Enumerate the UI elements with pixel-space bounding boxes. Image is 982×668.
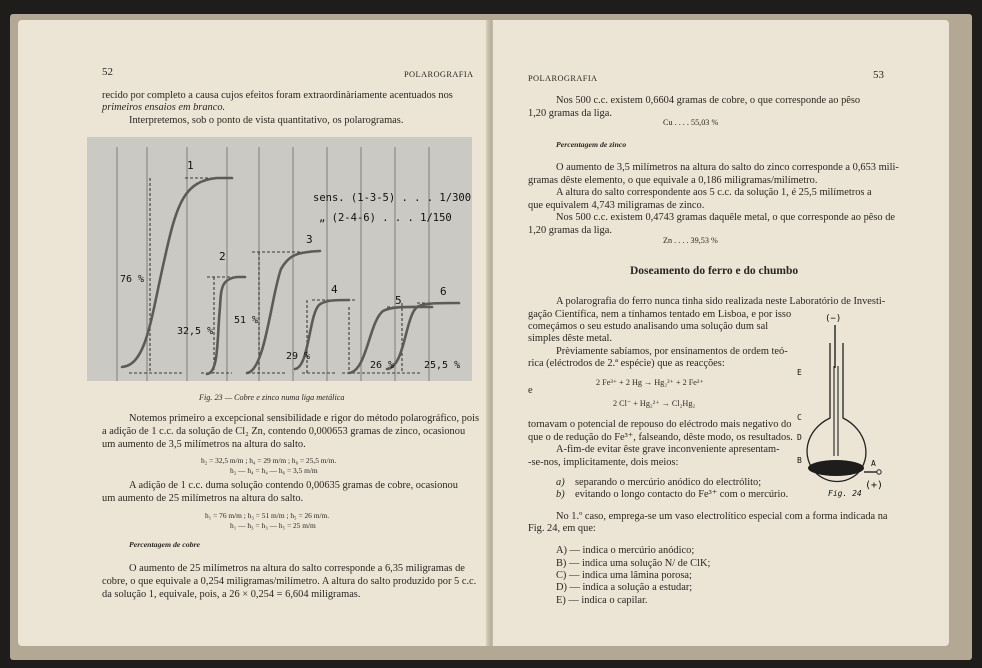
sens-line: sens. (1-3-5) . . . 1/300 (313, 192, 472, 204)
paragraph-line: gramas dêste elemento, o que equivale a 0,186 miligramas/milímetro. (528, 175, 818, 186)
paragraph-line: começámos o seu estudo analisando uma solução dum sal (528, 321, 769, 332)
paragraph-line: O aumento de 3,5 milímetros na altura do salto do zinco corresponde a 0,653 mili- (556, 162, 899, 173)
paragraph-line: 1,20 gramas da liga. (528, 108, 612, 119)
paragraph-line: Nos 500 c.c. existem 0,6604 gramas de cobre, o que corresponde ao pêso (556, 95, 861, 106)
letter-label: C (797, 413, 802, 422)
legend-line: E) — indica o capilar. (556, 595, 648, 606)
mean-text: separando o mercúrio anódico do electrólito; (575, 477, 762, 488)
equation: 2 Cl⁻ + Hg₂²⁺ → Cl₂Hg₂ (613, 399, 696, 408)
height-label: 51 % (234, 315, 259, 326)
height-label: 26 % (370, 360, 395, 371)
paragraph-line: que o de redução do Fe³⁺, falseando, dêste modo, os resultados. (528, 432, 793, 443)
electrolytic-vessel-figure (795, 308, 887, 498)
intro-line: Interpretemos, sob o ponto de vista quantitativo, os polarogramas. (129, 115, 404, 126)
curve-label: 4 (331, 283, 338, 296)
paragraph-line: um aumento de 25 milímetros na altura do salto. (102, 493, 304, 504)
right-page (493, 20, 949, 646)
height-label: 25,5 % (424, 360, 461, 371)
intro-line: primeiros ensaios em branco. (102, 102, 226, 113)
letter-label: D (797, 433, 802, 442)
page-number: 53 (873, 69, 884, 81)
paragraph-line: A adição de 1 c.c. duma solução contendo 0,00635 gramas de cobre, ocasionou (129, 480, 458, 491)
formula-line: h₁ = 76 m/m ; h₃ = 51 m/m ; h₅ = 26 m/m. (205, 511, 330, 520)
height-label: 76 % (120, 274, 145, 285)
formula-line: h₁ — h₃ = h₃ — h₅ = 25 m/m (230, 521, 316, 530)
polarogram-figure (87, 137, 472, 381)
paragraph-line: simples dêste metal. (528, 333, 612, 344)
formula-line: h₂ — h₄ = h₄ — h₆ = 3,5 m/m (230, 466, 318, 475)
height-label: 32,5 % (177, 326, 214, 337)
legend-line: D) — indica a solução a estudar; (556, 582, 693, 593)
formula-line: h₂ = 32,5 m/m ; h₄ = 29 m/m ; h₆ = 25,5 m/m. (201, 456, 337, 465)
polarogram-curves (122, 178, 459, 374)
paragraph-line: que equivalem 4,743 miligramas de zinco. (528, 200, 705, 211)
minus-terminal-label: (−) (825, 314, 842, 324)
paragraph-line: um aumento de 3,5 milímetros na altura do salto. (102, 439, 306, 450)
curve-label: 2 (219, 250, 226, 263)
paragraph-line: No 1.º caso, emprega-se um vaso electrolítico especial com a forma indicada na (556, 511, 888, 522)
zinc-result: Zn . . . . 39,53 % (663, 236, 718, 245)
curve-label: 6 (440, 285, 447, 298)
plus-terminal-label: (+) (865, 480, 884, 491)
legend-line: A) — indica o mercúrio anódico; (556, 545, 695, 556)
paragraph-line: A polarografia do ferro nunca tinha sido realizada neste Laboratório de Investi- (556, 296, 886, 307)
sens-line: „ (2-4-6) . . . 1/150 (319, 212, 452, 224)
paragraph-line: Prèviamente sabíamos, por ensinamentos de ordem teó- (556, 346, 788, 357)
subheading: Percentagem de cobre (129, 540, 201, 549)
paragraph-line: a adição de 1 c.c. da solução de Cl₂ Zn, contendo 0,000653 gramas de zinco, ocasionou (102, 426, 466, 437)
paragraph-line: O aumento de 25 milímetros na altura do salto corresponde a 6,35 miligramas de (129, 563, 465, 574)
paragraph-line: da solução 1, equivale, pois, a 26 × 0,254 = 6,604 miligramas. (102, 589, 361, 600)
equation-conjunction: e (528, 385, 533, 396)
paragraph-line: gação Científica, nem a tínhamos tentado em Lisboa, e por isso (528, 309, 792, 320)
paragraph-line: -se-nos, implicitamente, dois meios: (528, 457, 679, 468)
letter-label: B (797, 456, 802, 465)
curve-label: 3 (306, 233, 313, 246)
curve-label: 1 (187, 159, 194, 172)
paragraph-line: 1,20 gramas da liga. (528, 225, 612, 236)
letter-label: E (797, 368, 802, 377)
fig24-caption: Fig. 24 (828, 489, 862, 498)
curve-label: 5 (395, 294, 402, 307)
paragraph-line: A altura do salto correspondente aos 5 c.c. da solução 1, é 25,5 milímetros a (556, 187, 872, 198)
copper-result: Cu . . . . 55,03 % (663, 118, 719, 127)
running-head: POLAROGRAFIA (528, 74, 598, 83)
equation: 2 Fe³⁺ + 2 Hg → Hg₂²⁺ + 2 Fe²⁺ (596, 378, 704, 387)
mean-label: a) (556, 477, 565, 488)
figure-caption: Fig. 23 — Cobre e zinco numa liga metálica (199, 393, 345, 402)
left-page (18, 20, 488, 646)
paragraph-line: tornavam o potencial de repouso do eléctrodo mais negativo do (528, 419, 792, 430)
running-head: POLAROGRAFIA (404, 70, 474, 79)
curve-labels (187, 159, 447, 307)
intro-line: recido por completo a causa cujos efeitos foram extraordinàriamente acentuados nos (102, 90, 453, 101)
sensitivity-note (313, 192, 471, 224)
legend-line: C) — indica uma lâmina porosa; (556, 570, 692, 581)
paragraph-line: Nos 500 c.c. existem 0,4743 gramas daquêle metal, o que corresponde ao pêso de (556, 212, 896, 223)
paragraph-line: Fig. 24, em que: (528, 523, 596, 534)
legend-line: B) — indica uma solução N/ de ClK; (556, 558, 711, 569)
section-title: Doseamento do ferro e do chumbo (630, 265, 799, 277)
subheading: Percentagem de zinco (556, 140, 627, 149)
paragraph-line: Notemos primeiro a excepcional sensibilidade e rigor do método polarográfico, pois (129, 413, 480, 424)
mean-text: evitando o longo contacto do Fe³⁺ com o mercúrio. (575, 489, 789, 500)
mean-label: b) (556, 489, 565, 500)
paragraph-line: rica (eléctrodos de 2.ª espécie) que as reacções: (528, 358, 725, 369)
letter-label: A (871, 459, 876, 468)
paragraph-line: A-fim-de evitar êste grave inconveniente apresentam- (556, 444, 780, 455)
polarogram-plot (87, 137, 472, 381)
height-label: 29 % (286, 351, 311, 362)
page-number: 52 (102, 66, 113, 78)
paragraph-line: cobre, o que equivale a 0,254 miligramas/milímetro. A altura do salto produzido por 5 c.c. (102, 576, 477, 587)
